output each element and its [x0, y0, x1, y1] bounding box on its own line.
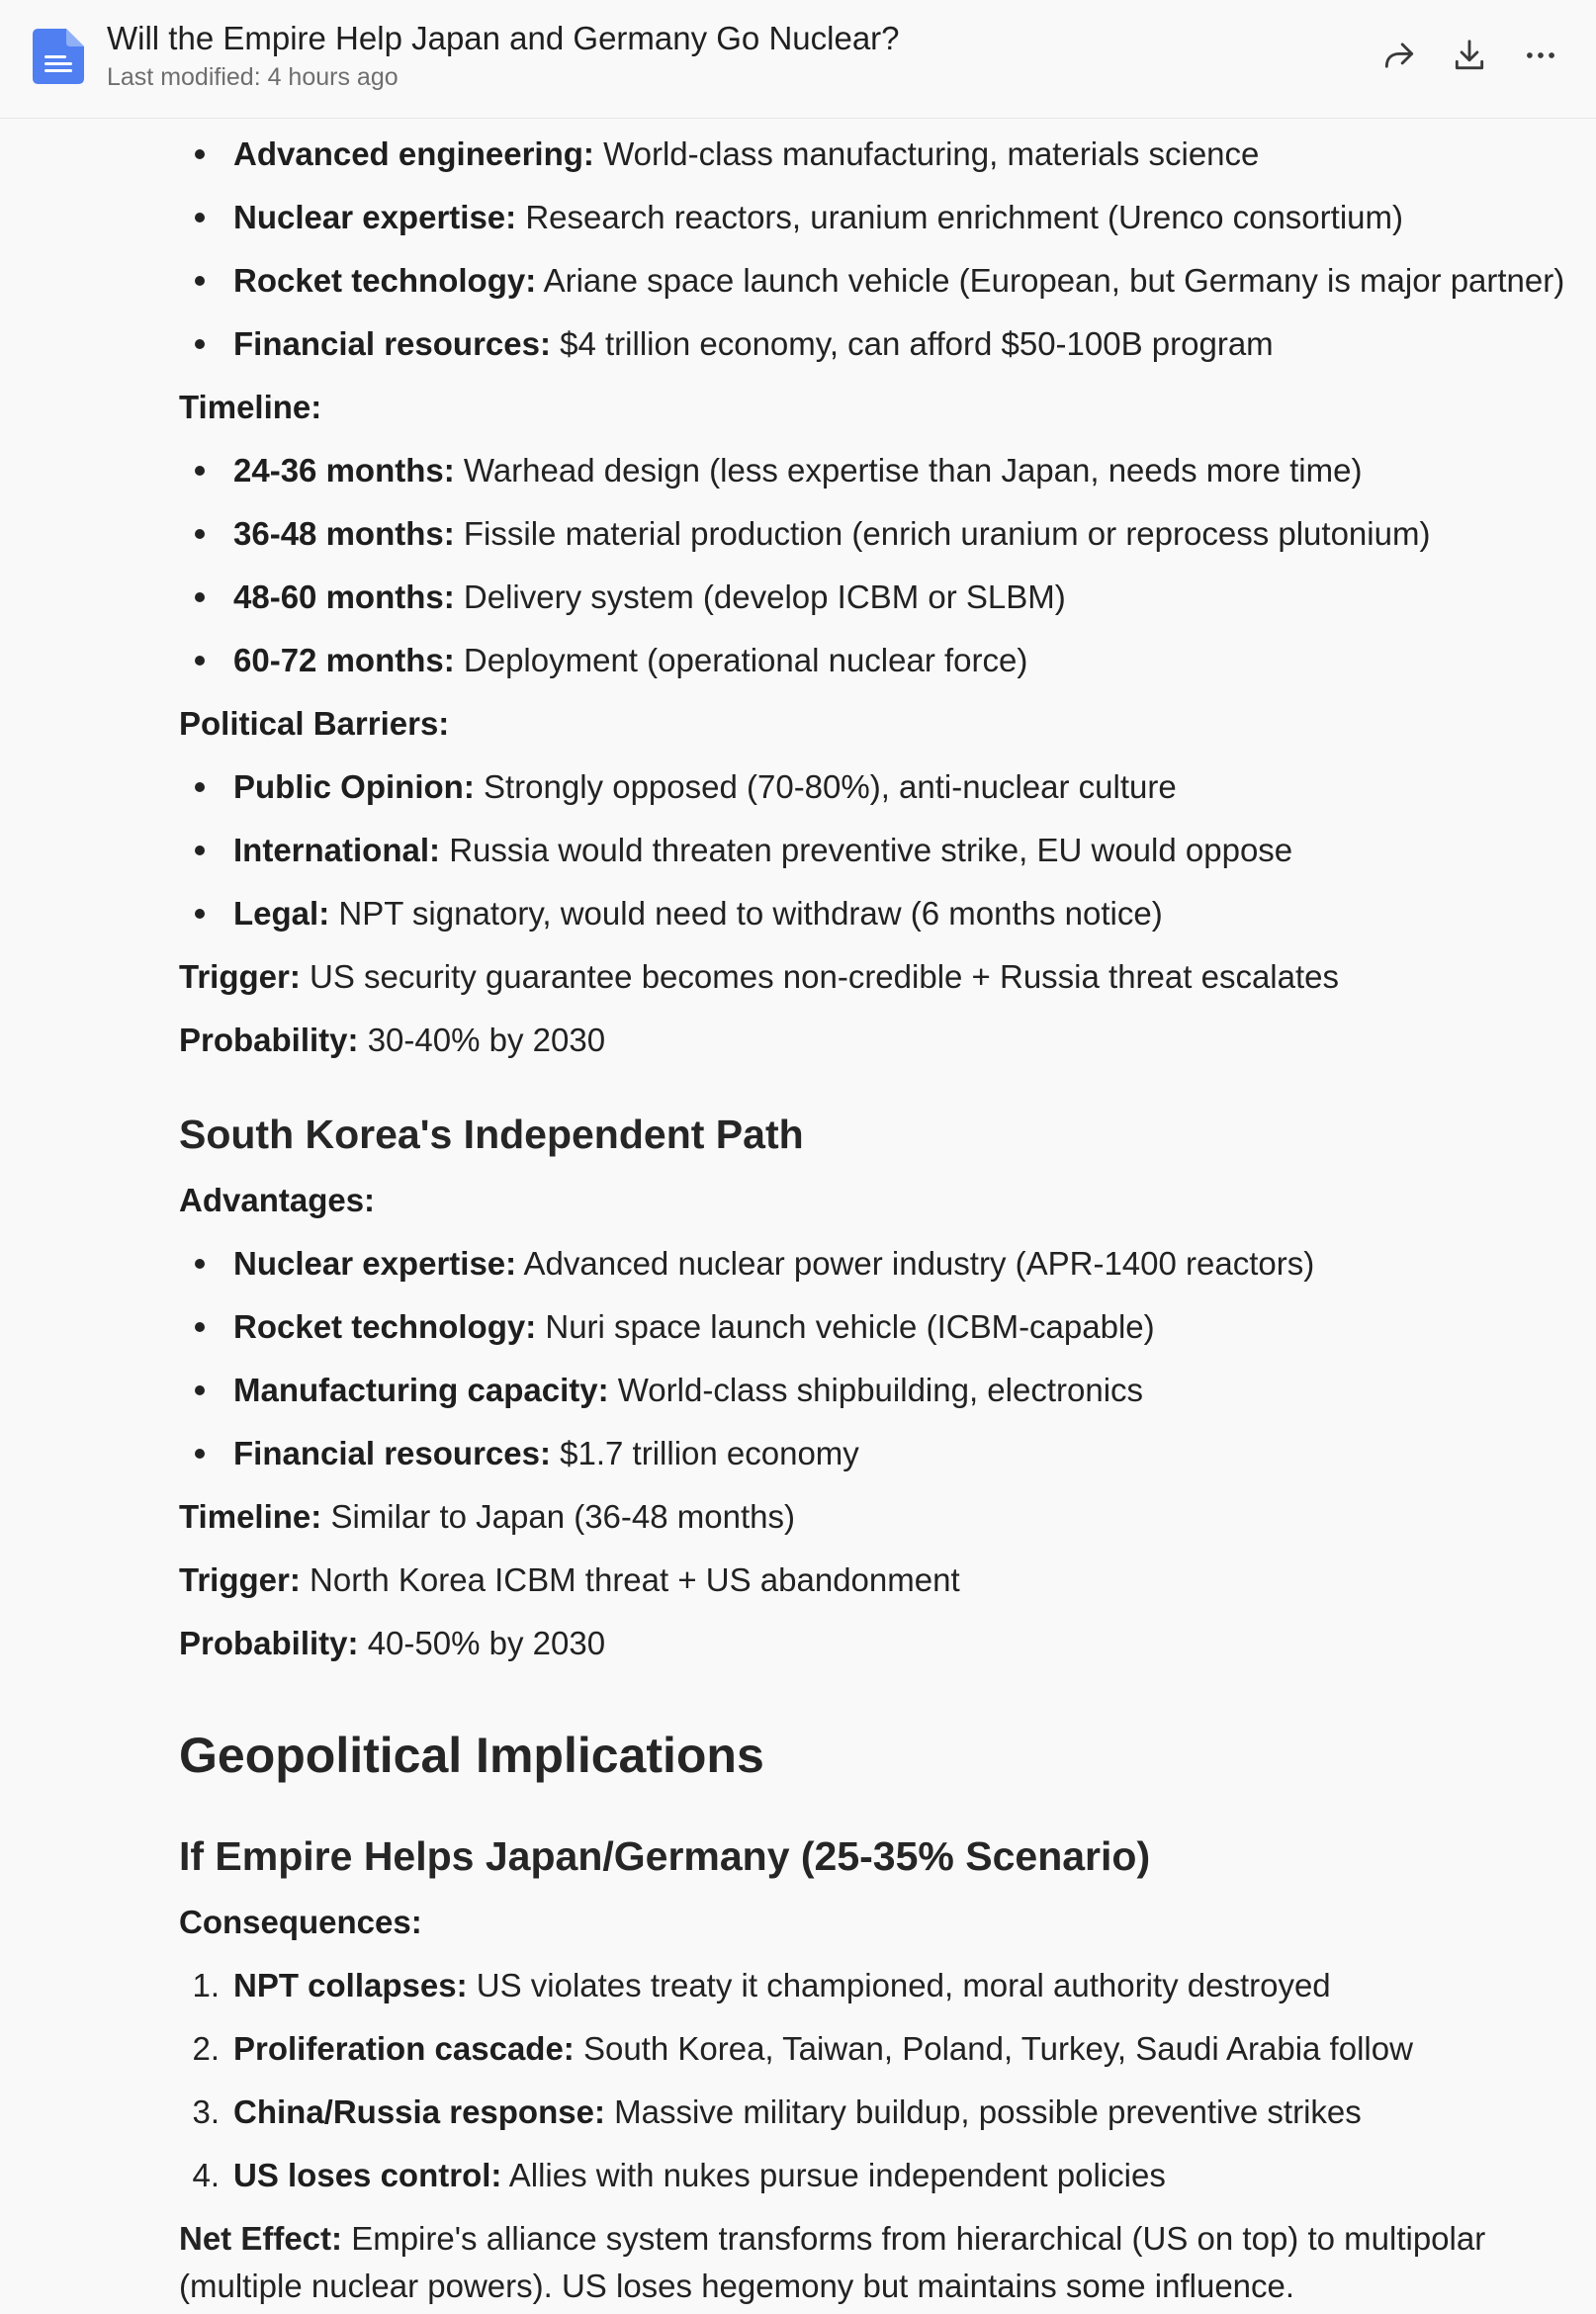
list-item: Proliferation cascade: South Korea, Taiwan, Poland, Turkey, Saudi Arabia follow [233, 2030, 1413, 2067]
share-icon [1380, 37, 1418, 74]
consequences-label: Consequences: [179, 1904, 422, 1940]
list-item: Nuclear expertise: Research reactors, uranium enrichment (Urenco consortium) [233, 199, 1403, 235]
probability-line: Probability: 30-40% by 2030 [179, 1022, 606, 1058]
bullet-icon [195, 1385, 205, 1395]
list-item: Legal: NPT signatory, would need to withdraw (6 months notice) [233, 895, 1163, 932]
list-item: 24-36 months: Warhead design (less expertise than Japan, needs more time) [233, 452, 1363, 489]
bullet-icon [195, 213, 205, 222]
section-heading: South Korea's Independent Path [179, 1112, 804, 1157]
political-barriers-label: Political Barriers: [179, 705, 450, 742]
list-item: Financial resources: $1.7 trillion economy [233, 1435, 859, 1471]
list-number: 3. [192, 2093, 220, 2130]
list-item: International: Russia would threaten preventive strike, EU would oppose [233, 832, 1293, 868]
bullet-icon [195, 466, 205, 476]
list-item: 48-60 months: Delivery system (develop ICBM or SLBM) [233, 578, 1066, 615]
list-item: Advanced engineering: World-class manufacturing, materials science [233, 135, 1260, 172]
download-icon [1451, 37, 1488, 74]
document-header [0, 0, 1596, 119]
bullet-icon [195, 276, 205, 286]
list-number: 4. [192, 2157, 220, 2193]
timeline-line: Timeline: Similar to Japan (36-48 months) [179, 1498, 795, 1535]
bullet-icon [195, 149, 205, 159]
bullet-icon [195, 339, 205, 349]
bullet-icon [195, 1449, 205, 1459]
bullet-icon [195, 846, 205, 855]
bullet-icon [195, 1322, 205, 1332]
list-item: 60-72 months: Deployment (operational nuclear force) [233, 642, 1028, 678]
net-effect-paragraph: Net Effect: Empire's alliance system transforms from hierarchical (US on top) to multipolar (multiple nuclear powers). US loses hegemony but maintains some influence. [179, 2220, 1486, 2304]
download-button[interactable] [1444, 30, 1495, 81]
list-number: 2. [192, 2030, 220, 2067]
list-item: Financial resources: $4 trillion economy, can afford $50-100B program [233, 325, 1274, 362]
trigger-line: Trigger: North Korea ICBM threat + US abandonment [179, 1561, 960, 1598]
list-item: 36-48 months: Fissile material production (enrich uranium or reprocess plutonium) [233, 515, 1431, 552]
share-button[interactable] [1374, 30, 1425, 81]
list-number: 1. [192, 1967, 220, 2003]
bullet-icon [195, 782, 205, 792]
document-icon [33, 29, 84, 84]
more-icon [1522, 37, 1559, 74]
bullet-icon [195, 656, 205, 666]
list-item: China/Russia response: Massive military buildup, possible preventive strikes [233, 2093, 1362, 2130]
trigger-line: Trigger: US security guarantee becomes non-credible + Russia threat escalates [179, 958, 1339, 995]
list-item: NPT collapses: US violates treaty it championed, moral authority destroyed [233, 1967, 1331, 2003]
subsection-heading: If Empire Helps Japan/Germany (25-35% Scenario) [179, 1833, 1151, 1879]
list-item: Public Opinion: Strongly opposed (70-80%), anti-nuclear culture [233, 768, 1177, 805]
last-modified-text: Last modified: 4 hours ago [107, 63, 399, 91]
list-item: Nuclear expertise: Advanced nuclear power industry (APR-1400 reactors) [233, 1245, 1315, 1282]
bullet-icon [195, 529, 205, 539]
bullet-icon [195, 592, 205, 602]
more-options-button[interactable] [1515, 30, 1566, 81]
list-item: Rocket technology: Ariane space launch vehicle (European, but Germany is major partner) [233, 262, 1565, 299]
document-title: Will the Empire Help Japan and Germany Go Nuclear? [107, 20, 900, 56]
list-item: Manufacturing capacity: World-class shipbuilding, electronics [233, 1372, 1144, 1408]
advantages-label: Advantages: [179, 1182, 376, 1218]
probability-line: Probability: 40-50% by 2030 [179, 1625, 606, 1661]
list-item: Rocket technology: Nuri space launch vehicle (ICBM-capable) [233, 1308, 1155, 1345]
timeline-label: Timeline: [179, 389, 322, 425]
list-item: US loses control: Allies with nukes pursue independent policies [233, 2157, 1166, 2193]
bullet-icon [195, 1259, 205, 1269]
bullet-icon [195, 909, 205, 919]
section-heading: Geopolitical Implications [179, 1728, 764, 1783]
